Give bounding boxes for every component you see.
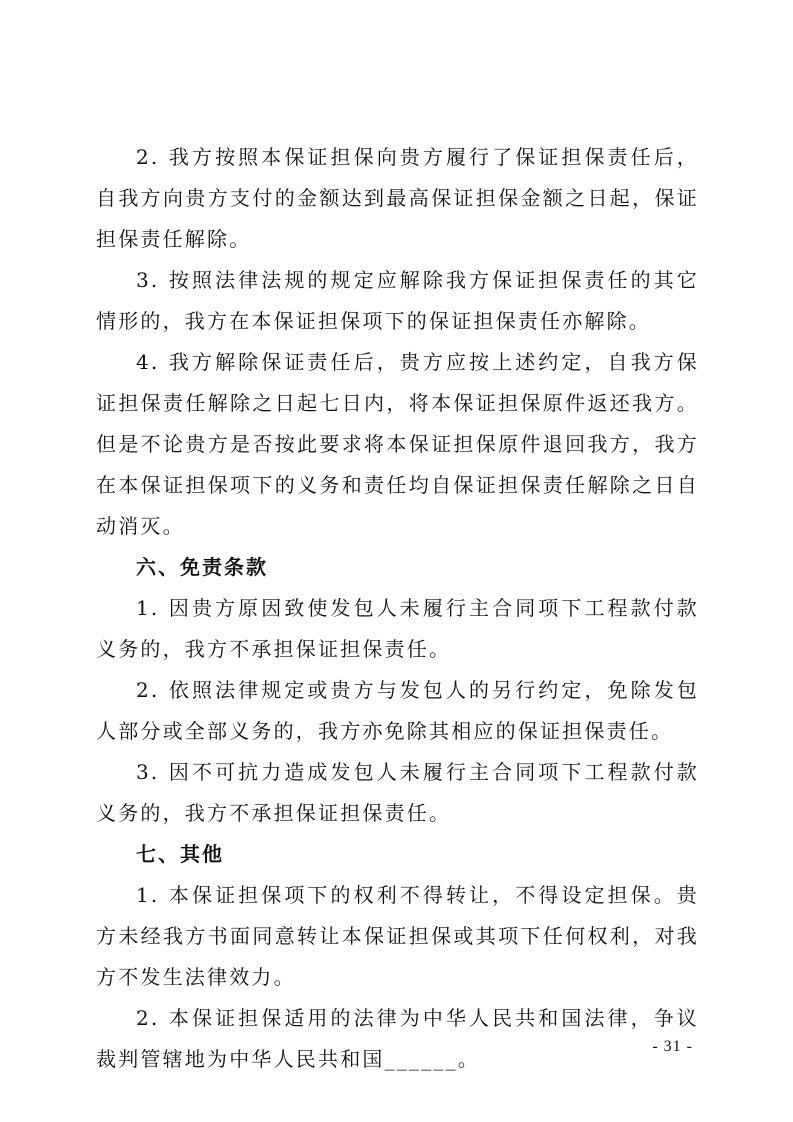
section-6-heading: 六、免责条款 (136, 555, 268, 579)
exemption-clause-2: 2. 依照法律规定或贵方与发包人的另行约定，免除发包人部分或全部义务的，我方亦免除其相应的保证担保责任。 (96, 678, 699, 743)
document-body (96, 137, 699, 1080)
exemption-clause-1: 1. 因贵方原因致使发包人未履行主合同项下工程款付款义务的，我方不承担保证担保责任。 (96, 596, 699, 661)
release-clause-4: 4. 我方解除保证责任后，贵方应按上述约定，自我方保证担保责任解除之日起七日内，将本保证担保原件返还我方。但是不论贵方是否按此要求将本保证担保原件退回我方，我方在本保证担保项下的义务和责任均自保证担保责任解除之日自动消灭。 (96, 350, 699, 538)
other-clause-2: 2. 本保证担保适用的法律为中华人民共和国法律，争议裁判管辖地为中华人民共和国______。 (96, 1006, 699, 1071)
release-clause-3: 3. 按照法律法规的规定应解除我方保证担保责任的其它情形的，我方在本保证担保项下的保证担保责任亦解除。 (96, 268, 699, 333)
section-7-heading: 七、其他 (136, 842, 224, 866)
page-number: - 31 - (652, 1038, 693, 1055)
exemption-clause-3: 3. 因不可抗力造成发包人未履行主合同项下工程款付款义务的，我方不承担保证担保责任。 (96, 760, 699, 825)
release-clause-2: 2. 我方按照本保证担保向贵方履行了保证担保责任后，自我方向贵方支付的金额达到最高保证担保金额之日起，保证担保责任解除。 (96, 145, 699, 251)
other-clause-1: 1. 本保证担保项下的权利不得转让，不得设定担保。贵方未经我方书面同意转让本保证担保或其项下任何权利，对我方不发生法律效力。 (96, 883, 699, 989)
